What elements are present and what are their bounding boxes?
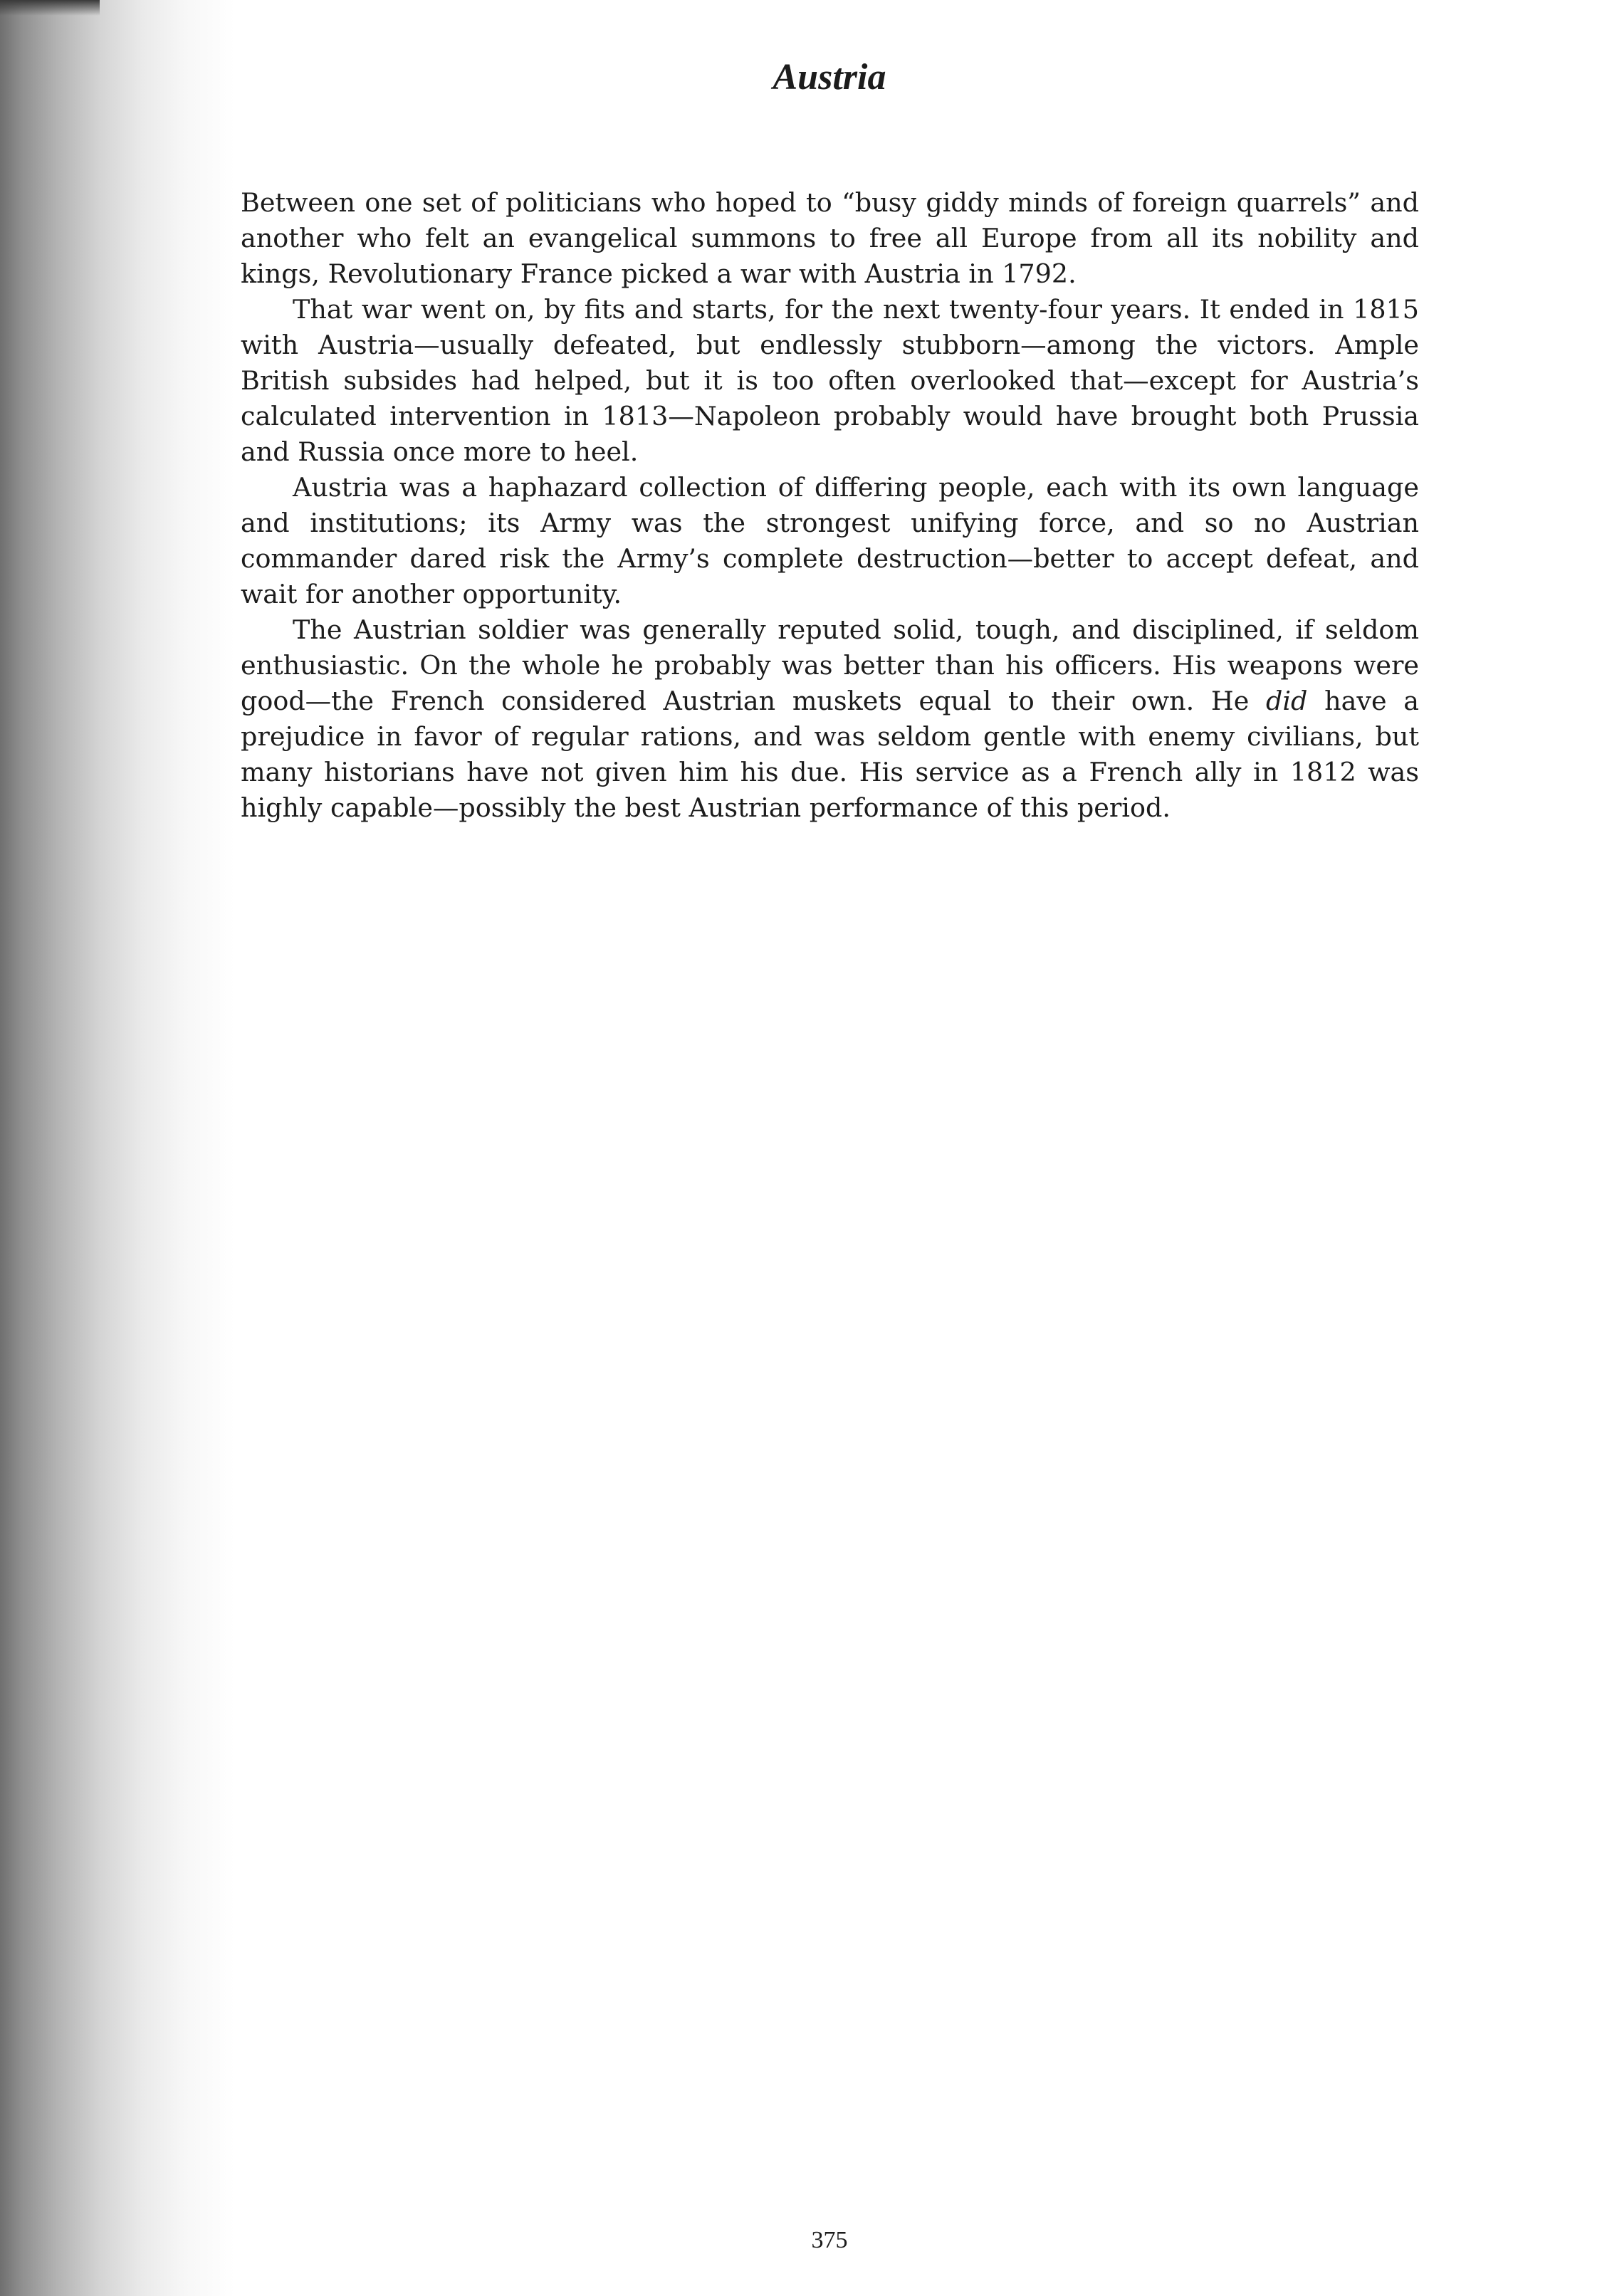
paragraph-1: Between one set of politicians who hoped to “busy giddy minds of foreign quarrels” and another who felt an evangelical summons to free all Europe from all its nobility and kings, Revolutionary France picked a war with Austria in 1792. xyxy=(241,187,1419,289)
paragraph-3: Austria was a haphazard collection of differing people, each with its own language and institutions; its Army was the strongest unifying force, and so no Austrian commander dared risk the Army’s complete destruction—better to accept defeat, and wait for another opportunity. xyxy=(241,472,1419,609)
paragraph-2: That war went on, by fits and starts, for the next twenty-four years. It ended in 1815 with Austria—usually defeated, but endlessly stubborn—among the victors. Ample British subsides had helped, but it is too often overlooked that—except for Austria’s calculated intervention in 1813—Napoleon probably would have brought both Prussia and Russia once more to heel. xyxy=(241,294,1419,467)
paragraph-4-part-2: have a prejudice in favor of regular rations, and was seldom gentle with enemy civilians, but many historians have not given him his due. His service as a French ally in 1812 was highly capable—possibly the best Austrian performance of this period. xyxy=(241,686,1419,823)
paragraph-4-part-1: The Austrian soldier was generally reputed solid, tough, and disciplined, if seldom enthusiastic. On the whole he probably was better than his officers. His weapons were good—the French considered Austrian muskets equal to their own. He xyxy=(241,614,1419,716)
page-number: 375 xyxy=(811,2227,848,2253)
scan-shadow xyxy=(0,0,100,16)
body-text xyxy=(241,185,1419,826)
emphasis-did: did xyxy=(1266,686,1308,716)
chapter-heading: Austria xyxy=(773,57,886,98)
paragraph-4 xyxy=(241,612,1419,826)
